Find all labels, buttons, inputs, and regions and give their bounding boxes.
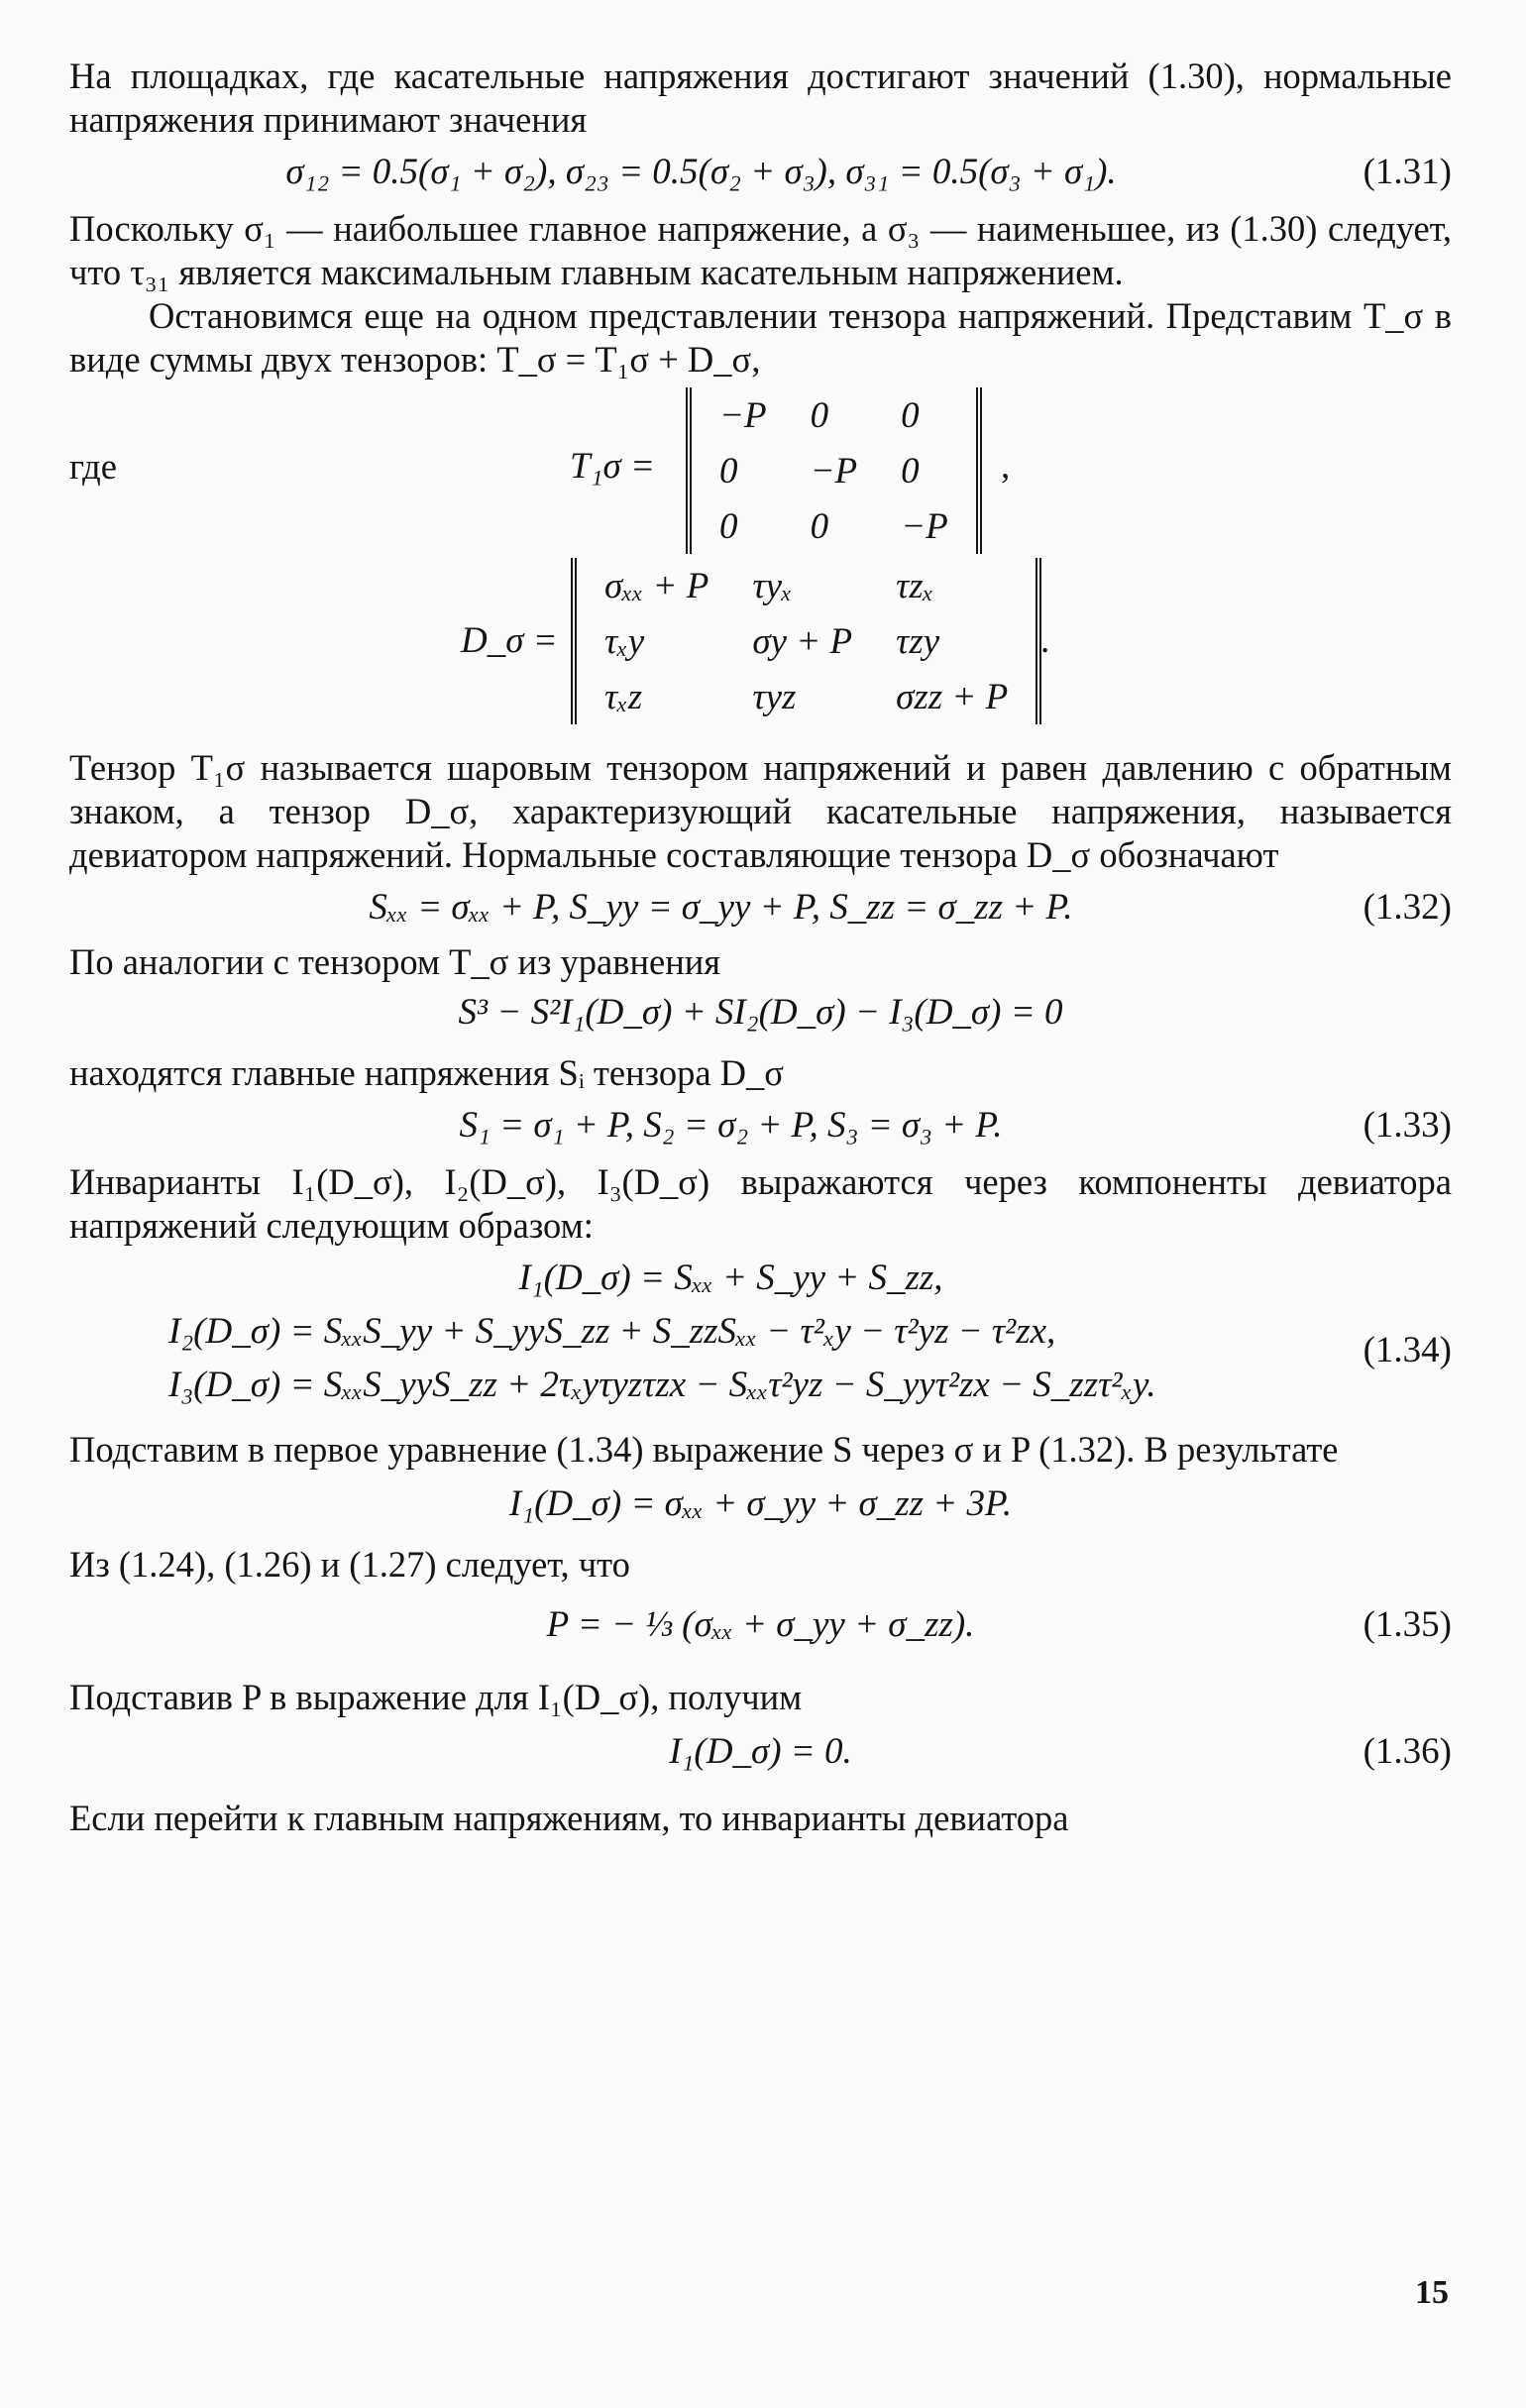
equation-1-31	[69, 148, 1452, 197]
paragraph-11: Если перейти к главным напряжениям, то инварианты девиатора	[69, 1798, 1069, 1838]
equation-characteristic	[69, 988, 1452, 1038]
equation-1-34c-body: I₃(D_σ) = SₓₓS_yyS_zz + 2τₓyτyzτzx − Sₓₓτ²yz − S_yyτ²zx − S_zzτ²ₓy.	[168, 1365, 1156, 1405]
matrix-d-cell: τₓz	[604, 676, 643, 717]
matrix-d-suffix: .	[1040, 620, 1050, 661]
matrix-d-cell: σy + P	[752, 620, 853, 662]
matrix-d-row	[583, 613, 1030, 669]
matrix-t1-block	[69, 387, 1452, 558]
matrix-t1-suffix: ,	[1001, 446, 1011, 487]
matrix-d-cell: τyz	[752, 676, 797, 717]
equation-1-34b	[69, 1307, 1452, 1361]
matrix-d-cell: τyₓ	[752, 565, 793, 606]
equation-number-1-36: (1.36)	[1362, 1731, 1452, 1772]
where-word: где	[69, 446, 117, 487]
matrix-t1-cell: 0	[810, 505, 829, 547]
equation-number-1-35: (1.35)	[1362, 1604, 1452, 1645]
paragraph-9: Из (1.24), (1.26) и (1.27) следует, что	[69, 1544, 630, 1585]
matrix-t1-cell: −P	[810, 450, 858, 492]
equation-1-36-body: I₁(D_σ) = 0.	[669, 1731, 852, 1772]
paragraph-10: Подставив P в выражение для I₁(D_σ), получим	[69, 1677, 803, 1717]
paragraph-8: Подставим в первое уравнение (1.34) выражение S через σ и P (1.32). В результате	[69, 1429, 1339, 1470]
equation-1-34a-body: I₁(D_σ) = Sₓₓ + S_yy + S_zz,	[518, 1258, 943, 1298]
matrix-d	[571, 558, 1041, 724]
matrix-t1-cell: 0	[901, 394, 920, 436]
equation-1-35	[69, 1600, 1452, 1660]
paragraph-3: Остановимся еще на одном представлении тензора напряжений. Представим T_σ в виде суммы двух тензоров: T_σ = T₁σ + D_σ,	[69, 295, 1452, 380]
page-number: 15	[1415, 2274, 1449, 2311]
equation-i1-sigma	[69, 1479, 1452, 1529]
matrix-t1	[686, 387, 982, 554]
matrix-d-cell: τzy	[896, 620, 940, 662]
matrix-d-row	[583, 558, 1030, 613]
matrix-t1-row	[698, 387, 970, 443]
matrix-d-table	[583, 558, 1030, 724]
matrix-t1-cell: 0	[719, 450, 738, 492]
equation-characteristic-body: S³ − S²I₁(D_σ) + SI₂(D_σ) − I₃(D_σ) = 0	[458, 992, 1063, 1033]
matrix-d-cell: σₓₓ + P	[604, 565, 709, 606]
matrix-t1-cell: 0	[719, 505, 738, 547]
matrix-t1-cell: 0	[810, 394, 829, 436]
paragraph-2: Поскольку σ₁ — наибольшее главное напряжение, а σ₃ — наименьшее, из (1.30) следует, что τ₃₁ является максимальным главным касательным напряжением.	[69, 208, 1452, 292]
equation-number-1-32: (1.32)	[1362, 887, 1452, 928]
equation-1-34-group	[69, 1254, 1452, 1418]
equation-1-34a	[69, 1254, 1452, 1307]
matrix-t1-cell: −P	[719, 394, 767, 436]
equation-1-35-body: P = − ⅓ (σₓₓ + σ_yy + σ_zz).	[546, 1604, 975, 1645]
matrix-t1-row	[698, 498, 970, 554]
equation-1-33	[69, 1101, 1452, 1150]
matrix-d-block	[69, 558, 1452, 732]
matrix-t1-label: T₁σ =	[570, 446, 655, 487]
paragraph-1: На площадках, где касательные напряжения достигают значений (1.30), нормальные напряжения принимают значения	[69, 55, 1452, 140]
paragraph-4: Тензор T₁σ называется шаровым тензором напряжений и равен давлению с обратным знаком, а тензор D_σ, характеризующий касательные напряжения, называется девиатором напряжений. Нормальные составляющие тензора D_σ обозначают	[69, 747, 1452, 875]
paragraph-7: Инварианты I₁(D_σ), I₂(D_σ), I₃(D_σ) выражаются через компоненты девиатора напряжений следующим образом:	[69, 1161, 1452, 1246]
equation-number-1-31: (1.31)	[1362, 152, 1452, 192]
matrix-d-cell: τzₓ	[896, 565, 934, 606]
equation-1-34c	[69, 1361, 1452, 1414]
equation-1-32-body: Sₓₓ = σₓₓ + P, S_yy = σ_yy + P, S_zz = σ_zz + P.	[369, 887, 1073, 928]
matrix-t1-table	[698, 387, 970, 554]
equation-1-36	[69, 1727, 1452, 1777]
equation-1-33-body: S₁ = σ₁ + P, S₂ = σ₂ + P, S₃ = σ₃ + P.	[459, 1105, 1003, 1146]
equation-i1-sigma-body: I₁(D_σ) = σₓₓ + σ_yy + σ_zz + 3P.	[508, 1483, 1013, 1524]
matrix-d-row	[583, 669, 1030, 724]
matrix-d-cell: τₓy	[604, 620, 645, 662]
page-content	[69, 55, 1452, 1840]
paragraph-6: находятся главные напряжения Sᵢ тензора D_σ	[69, 1052, 784, 1093]
matrix-t1-cell: 0	[901, 450, 920, 492]
paragraph-5: По аналогии с тензором T_σ из уравнения	[69, 941, 721, 982]
equation-1-31-body: σ₁₂ = 0.5(σ₁ + σ₂), σ₂₃ = 0.5(σ₂ + σ₃), σ₃₁ = 0.5(σ₃ + σ₁).	[285, 152, 1117, 192]
matrix-d-label: D_σ =	[461, 620, 558, 661]
equation-number-1-34: (1.34)	[1362, 1330, 1452, 1370]
matrix-t1-row	[698, 443, 970, 498]
equation-1-34b-body: I₂(D_σ) = SₓₓS_yy + S_yyS_zz + S_zzSₓₓ − τ²ₓy − τ²yz − τ²zx,	[168, 1311, 1056, 1352]
matrix-t1-cell: −P	[901, 505, 948, 547]
matrix-d-cell: σzz + P	[896, 676, 1009, 717]
equation-number-1-33: (1.33)	[1362, 1105, 1452, 1146]
equation-1-32	[69, 883, 1452, 932]
